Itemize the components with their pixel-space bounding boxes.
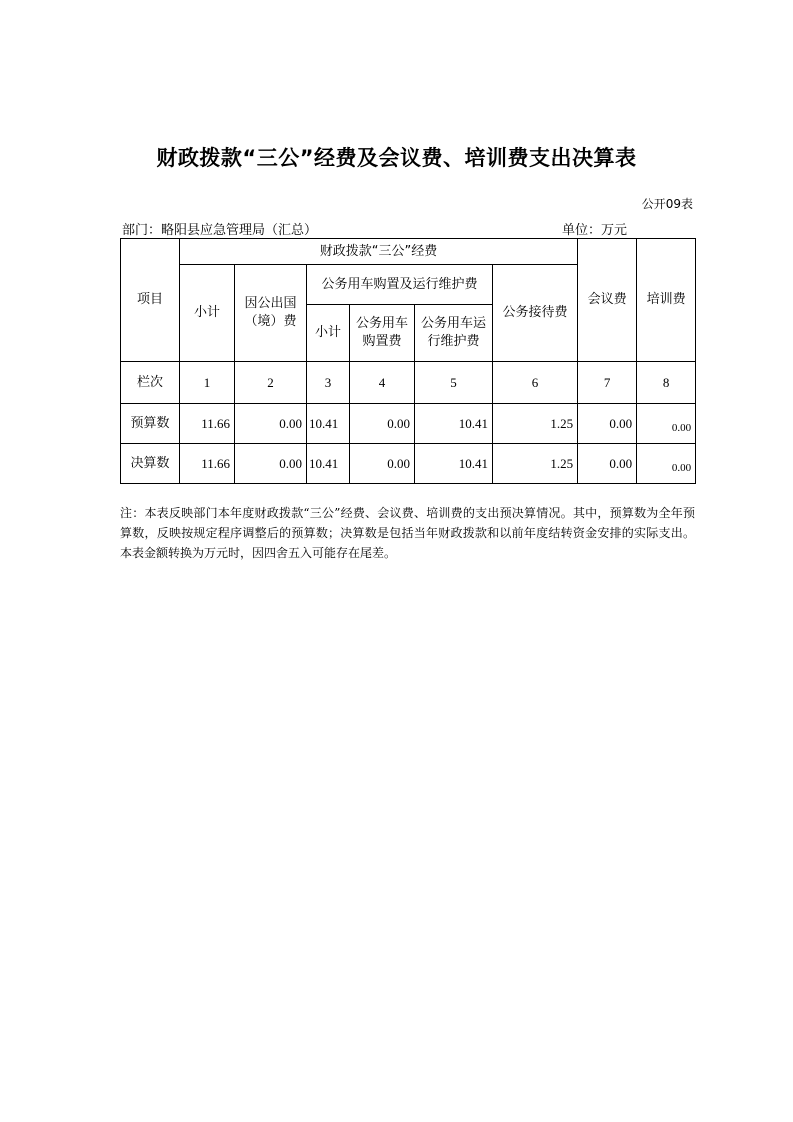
col-number: 8	[637, 362, 696, 404]
table-cell: 0.00	[637, 444, 696, 484]
table-cell: 0.00	[235, 444, 307, 484]
header-abroad-line2: （境）费	[244, 314, 297, 329]
table-cell: 1.25	[493, 444, 578, 484]
footnote: 注：本表反映部门本年度财政拨款“三公”经费、会议费、培训费的支出预决算情况。其中，预算数为全年预算数，反映按规定程序调整后的预算数；决算数是包括当年财政拨款和以前年度结转资金安排的实际支出。本表金额转换为万元时，因四舍五入可能存在尾差。	[120, 506, 695, 560]
table-cell: 0.00	[578, 404, 637, 444]
header-vehicle-group: 公务用车购置及运行维护费	[307, 265, 493, 305]
header-three-public: 财政拨款“三公”经费	[180, 239, 578, 265]
table-number: 公开09表	[641, 197, 693, 211]
col-number: 4	[350, 362, 415, 404]
col-number: 6	[493, 362, 578, 404]
header-reception: 公务接待费	[493, 265, 578, 362]
col-number: 3	[307, 362, 350, 404]
table-cell: 0.00	[235, 404, 307, 444]
table-cell: 10.41	[415, 404, 493, 444]
row-label: 预算数	[121, 404, 180, 444]
table-cell: 10.41	[307, 404, 350, 444]
table-row-final	[121, 444, 696, 484]
col-number: 7	[578, 362, 637, 404]
header-purchase-line1: 公务用车	[355, 316, 408, 331]
header-vehicle-purchase	[350, 305, 415, 362]
header-purchase-line2: 购置费	[362, 334, 402, 349]
header-item: 项目	[121, 239, 180, 362]
header-abroad	[235, 265, 307, 362]
table-cell: 0.00	[350, 444, 415, 484]
table-cell: 0.00	[350, 404, 415, 444]
table-cell: 0.00	[637, 404, 696, 444]
expense-table	[120, 238, 696, 484]
header-maint-line1: 公务用车运	[420, 316, 486, 331]
col-number: 2	[235, 362, 307, 404]
header-vehicle-subtotal: 小计	[307, 305, 350, 362]
col-number-label: 栏次	[121, 362, 180, 404]
table-cell: 0.00	[578, 444, 637, 484]
column-number-row	[121, 362, 696, 404]
table-cell: 11.66	[180, 404, 235, 444]
table-cell: 11.66	[180, 444, 235, 484]
page-title: 财政拨款“三公”经费及会议费、培训费支出决算表	[156, 146, 637, 170]
header-meeting: 会议费	[578, 239, 637, 362]
unit-label: 单位：万元	[562, 223, 628, 238]
table-cell: 10.41	[307, 444, 350, 484]
header-maint-line2: 行维护费	[427, 334, 480, 349]
header-vehicle-maintenance	[415, 305, 493, 362]
col-number: 1	[180, 362, 235, 404]
row-label: 决算数	[121, 444, 180, 484]
header-abroad-line1: 因公出国	[244, 296, 297, 311]
table-cell: 10.41	[415, 444, 493, 484]
table-cell: 1.25	[493, 404, 578, 444]
col-number: 5	[415, 362, 493, 404]
table-row-budget	[121, 404, 696, 444]
department-label: 部门：略阳县应急管理局（汇总）	[122, 223, 318, 238]
header-training: 培训费	[637, 239, 696, 362]
header-subtotal: 小计	[180, 265, 235, 362]
